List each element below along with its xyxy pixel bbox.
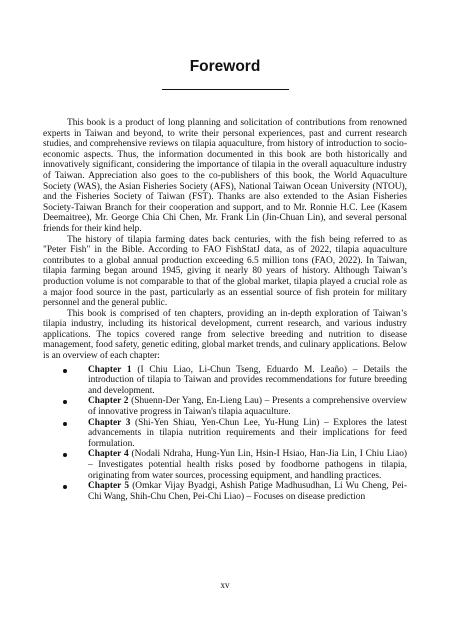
chapter-label: Chapter 5 [88, 481, 130, 492]
bullet-icon [63, 422, 67, 426]
bullet-icon [63, 453, 67, 457]
chapter-item [43, 481, 407, 502]
chapter-description: (Omkar Vijay Byadgi, Ashish Patige Madhusudhan, Li Wu Cheng, Pei-Chi Wang, Shih-Chu Chen, Pei-Chi Liao) – Focuses on disease prediction [88, 481, 408, 502]
chapter-description: (Shi-Yen Shiau, Yen-Chun Lee, Yu-Hung Lin) – Explores the latest advancements in tilapia nutrition requirements and their implications for feed formulation. [88, 417, 408, 449]
paragraph: The history of tilapia farming dates back centuries, with the fish being referred to as "Peter Fish" in the Bible. According to FAO FishStatJ data, as of 2022, tilapia aquaculture contributes to a global annual production exceeding 6.5 million tons (FAO, 2022). In Taiwan, tilapia farming began around 1945, giving it nearly 80 years of history. Although Taiwan’s production volume is not comparable to that of the global market, tilapia played a crucial role as a major food source in the past, particularly as an essential source of fish protein for military personnel and the general public. [43, 234, 407, 309]
chapter-label: Chapter 2 [88, 396, 129, 407]
chapter-item [43, 365, 407, 397]
chapter-label: Chapter 3 [88, 417, 131, 428]
chapter-label: Chapter 1 [88, 364, 132, 375]
chapter-description: (Nodali Ndraha, Hung-Yun Lin, Hsin-I Hsiao, Han-Jia Lin, I Chiu Liao) – Investigates potential health risks posed by foodborne pathogens in tilapia, originating from water sources, processing equipment, and handling practices. [88, 449, 408, 481]
paragraph: This book is comprised of ten chapters, providing an in-depth exploration of Taiwan’s tilapia industry, including its historical development, current research, and various industry applications. The topics covered range from selective breeding and nutrition to disease management, food safety, genetic editing, global market trends, and culinary applications. Below is an overview of each chapter: [43, 308, 407, 362]
page-title: Foreword [189, 58, 261, 75]
chapter-item [43, 449, 407, 481]
chapter-item [43, 418, 407, 450]
chapter-list [43, 365, 407, 503]
page-number: xv [220, 580, 230, 590]
foreword-body [43, 118, 407, 502]
chapter-label: Chapter 4 [88, 449, 129, 460]
title-underline [162, 89, 289, 90]
chapter-description: (Shuenn-Der Yang, En-Lieng Lau) – Presents a comprehensive overview of innovative progress in Taiwan's tilapia aquaculture. [88, 396, 407, 418]
chapter-description: (I Chiu Liao, Li-Chun Tseng, Eduardo M. Leaño) – Details the introduction of tilapia to Taiwan and provides recommendations for future breeding and development. [88, 364, 407, 396]
paragraph: This book is a product of long planning and solicitation of contributions from renowned experts in Taiwan and beyond, to write their personal experiences, past and current research studies, and comprehensive reviews on tilapia aquaculture, from history of introduction to socio-economic aspects. Thus, the information documented in this book are both historically and innovatively significant, considering the importance of tilapia in the overall aquaculture industry of Taiwan. Appreciation also goes to the co-publishers of this book, the World Aquaculture Society (WAS), the Asian Fisheries Society (AFS), National Taiwan Ocean University (NTOU), and the Fisheries Society of Taiwan (FST). Thanks are also extended to the Asian Fisheries Society-Taiwan Branch for their cooperation and support, and to Mr. Ronnie H.C. Lee (Kasem Deemaitree), Mr. George Chia Chi Chen, Mr. Frank Lin (Jin-Chuan Lin), and several personal friends for their kind help. [43, 118, 407, 234]
bullet-icon [63, 369, 67, 373]
chapter-item [43, 396, 407, 417]
bullet-icon [63, 485, 67, 489]
bullet-icon [63, 400, 67, 404]
